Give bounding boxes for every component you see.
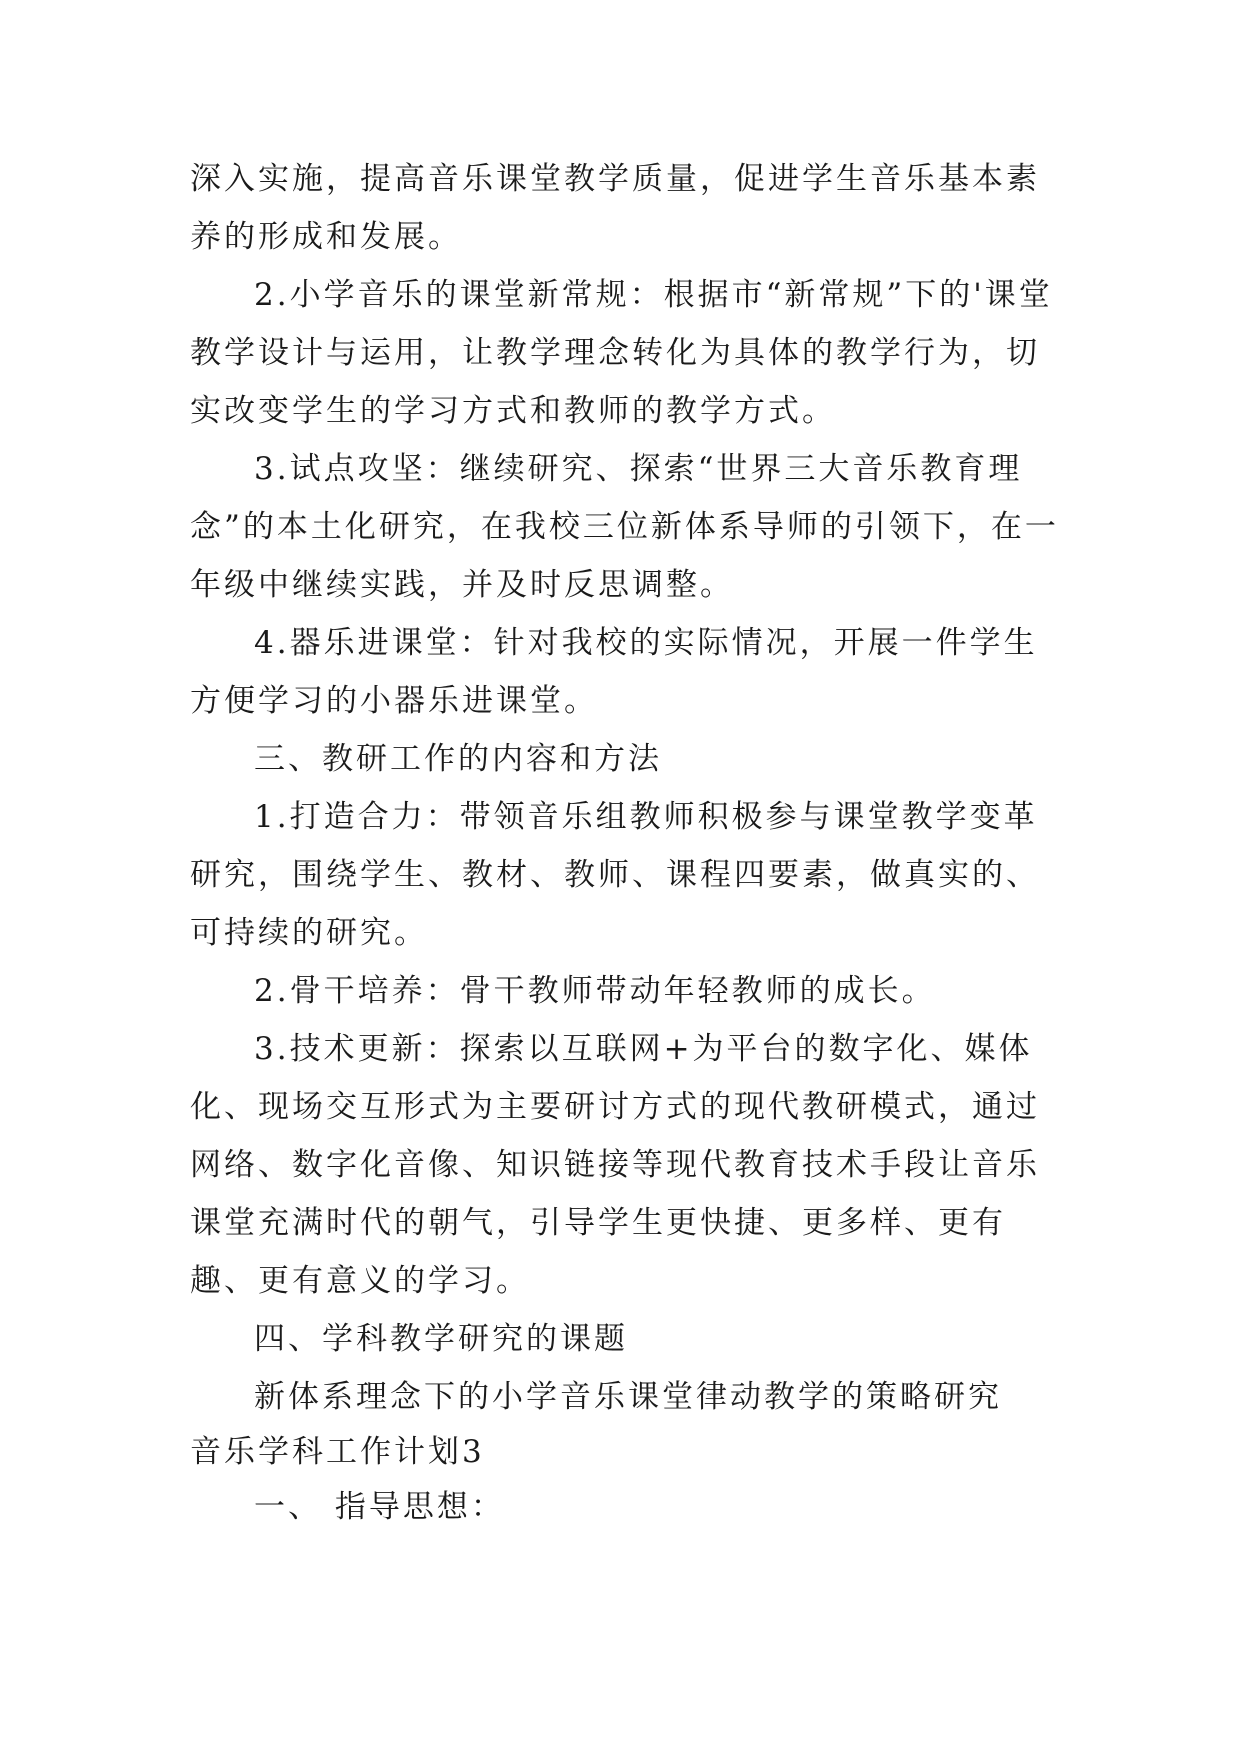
section-heading-4: 四、学科教学研究的课题 [254, 1321, 628, 1357]
section-heading-3: 三、教研工作的内容和方法 [254, 741, 662, 777]
research-topic: 新体系理念下的小学音乐课堂律动教学的策略研究 [254, 1379, 1002, 1415]
paragraph-2: 2.小学音乐的课堂新常规：根据市“新常规”下的'课堂教学设计与运用，让教学理念转化为具体的教学行为，切实改变学生的学习方式和教师的教学方式。 [190, 277, 1053, 429]
document-page [190, 150, 1070, 1536]
document-subtitle: 音乐学科工作计划3 [190, 1434, 485, 1470]
paragraph-7: 3.技术更新：探索以互联网+为平台的数字化、媒体化、现场交互形式为主要研讨方式的现代教研模式，通过网络、数字化音像、知识链接等现代教育技术手段让音乐课堂充满时代的朝气，引导学生更快捷、更多样、更有趣、更有意义的学习。 [190, 1031, 1040, 1299]
paragraph-6: 2.骨干培养：骨干教师带动年轻教师的成长。 [254, 973, 936, 1009]
paragraph-3: 3.试点攻坚：继续研究、探索“世界三大音乐教育理念”的本土化研究，在我校三位新体系导师的引领下，在一年级中继续实践，并及时反思调整。 [190, 451, 1059, 603]
paragraph-1: 深入实施，提高音乐课堂教学质量，促进学生音乐基本素养的形成和发展。 [190, 161, 1040, 255]
paragraph-5: 1.打造合力：带领音乐组教师积极参与课堂教学变革研究，围绕学生、教材、教师、课程四要素，做真实的、可持续的研究。 [190, 799, 1040, 951]
section-heading-1: 一、 指导思想： [254, 1489, 505, 1525]
paragraph-4: 4.器乐进课堂：针对我校的实际情况，开展一件学生方便学习的小器乐进课堂。 [190, 625, 1038, 719]
